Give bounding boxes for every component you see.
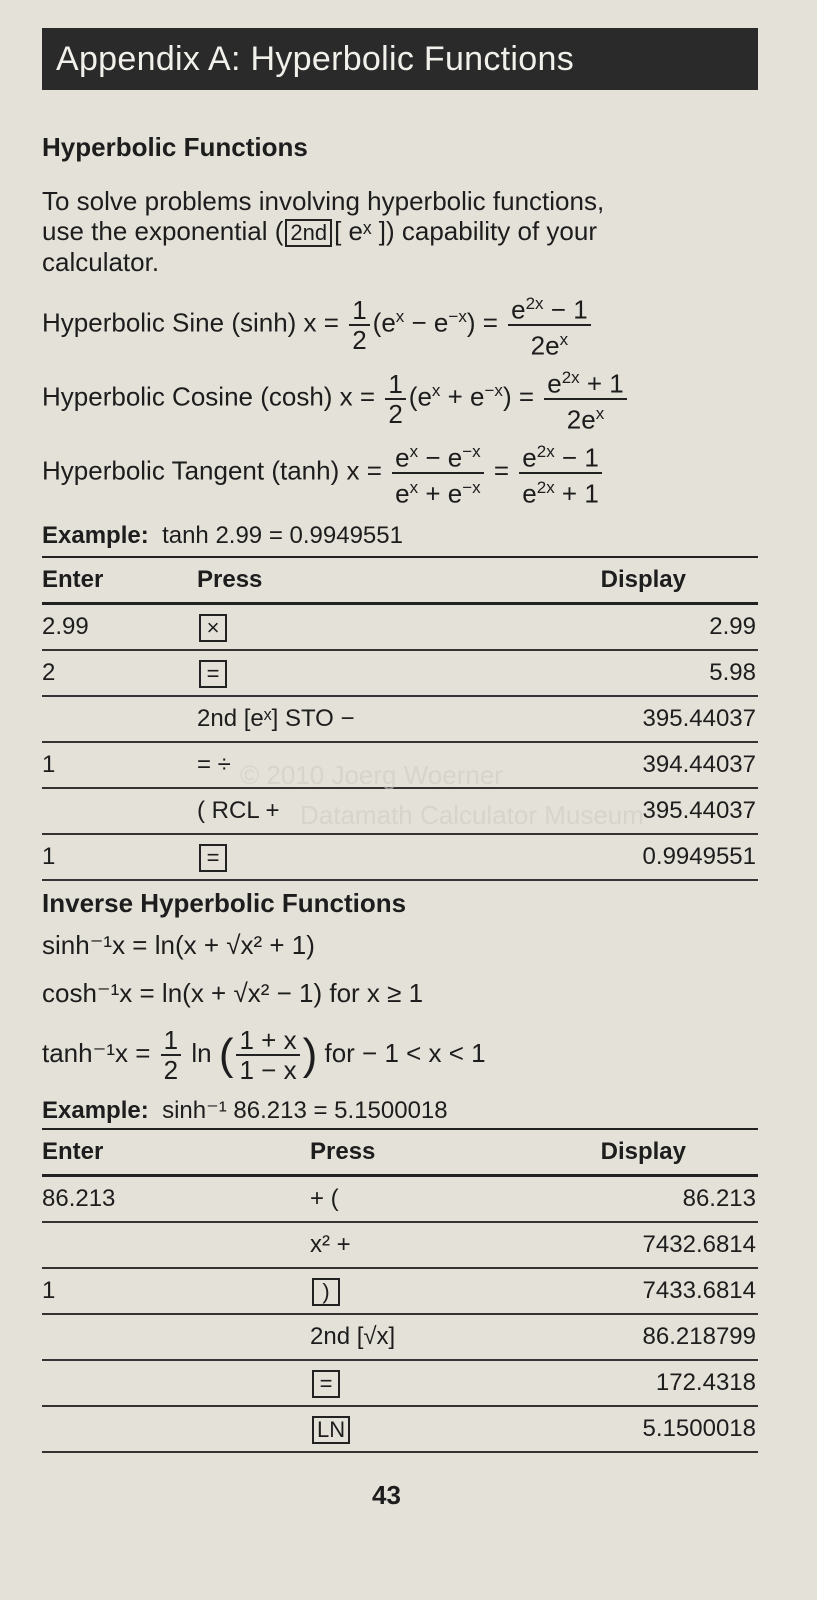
tanh-formula: Hyperbolic Tangent (tanh) x = $\frac{e^x - e^{-x}}{e^x + e^{-x}}$ = $\frac{e^{2x} - 1}{e^{2x} + 1}$	[42, 438, 605, 507]
section-title-hyperbolic: Hyperbolic Functions	[42, 132, 308, 162]
cell-display: 394.44037	[642, 751, 756, 778]
tanh-label: Hyperbolic Tangent (tanh) x =	[42, 455, 382, 486]
example-2	[42, 1096, 448, 1125]
cell-enter: 2	[42, 659, 56, 686]
sinh-inverse-formula: sinh⁻¹x = ln(x + √x² + 1)	[42, 930, 315, 960]
example-1-table	[42, 556, 758, 881]
cell-press	[310, 1277, 342, 1306]
table-row	[42, 1315, 758, 1361]
header-press: Press	[197, 566, 263, 593]
cosh-inverse-formula: cosh⁻¹x = ln(x + √x² − 1) for x ≥ 1	[42, 978, 424, 1008]
header-enter: Enter	[42, 1138, 104, 1165]
tanh-inverse-label: tanh⁻¹x =	[42, 1037, 151, 1068]
intro-paragraph	[42, 186, 772, 277]
sinh-label: Hyperbolic Sine (sinh) x =	[42, 307, 339, 338]
cell-press	[197, 659, 229, 688]
cell-display: 86.218799	[642, 1323, 756, 1350]
example-2-table	[42, 1128, 758, 1453]
cell-display: 0.9949551	[642, 843, 756, 870]
key-close-paren: )	[312, 1278, 340, 1306]
table-row	[42, 1361, 758, 1407]
cell-display: 86.213	[682, 1185, 756, 1212]
cell-display: 5.1500018	[642, 1415, 756, 1442]
watermark-line-2: Datamath Calculator Museum	[300, 800, 644, 830]
sinh-formula: Hyperbolic Sine (sinh) x = $\frac{1}{2}$ $(e^x - e^{-x})$ = $\frac{e^{2x} - 1}{2e^x}$	[42, 290, 594, 359]
key-2nd: 2nd	[285, 219, 332, 247]
intro-line-d: calculator.	[42, 247, 160, 278]
cell-display: 172.4318	[655, 1369, 756, 1396]
cell-press	[197, 843, 229, 872]
cell-display: 7433.6814	[642, 1277, 756, 1304]
cell-enter: 2.99	[42, 613, 89, 640]
cell-press	[310, 1369, 342, 1398]
table-row	[42, 697, 758, 743]
table-header	[42, 1128, 758, 1177]
header-display: Display	[600, 566, 686, 593]
example-1-label: Example:	[42, 522, 149, 549]
table-row	[42, 1407, 758, 1453]
key-ln: LN	[312, 1416, 350, 1444]
cosh-label: Hyperbolic Cosine (cosh) x =	[42, 381, 376, 412]
cell-press: + (	[310, 1185, 339, 1212]
watermark-line-1: © 2010 Joerg Woerner	[240, 760, 503, 790]
cell-enter: 1	[42, 843, 56, 870]
intro-line-a: To solve problems involving hyperbolic functions,	[42, 186, 605, 216]
table-row	[42, 605, 758, 651]
table-row	[42, 1223, 758, 1269]
cell-display: 2.99	[709, 613, 756, 640]
cell-display: 395.44037	[642, 705, 756, 732]
cell-press: = ÷	[197, 751, 231, 778]
key-equals: =	[312, 1370, 340, 1398]
cell-enter: 86.213	[42, 1185, 116, 1212]
example-2-label: Example:	[42, 1097, 149, 1124]
page-number: 43	[372, 1480, 401, 1510]
table-row	[42, 1177, 758, 1223]
cell-enter: 1	[42, 1277, 56, 1304]
table-row	[42, 835, 758, 881]
example-1	[42, 522, 403, 550]
key-ex: [ eˣ ]	[334, 216, 386, 246]
cell-press: 2nd [√x]	[310, 1323, 396, 1350]
cell-display: 395.44037	[642, 797, 756, 824]
cell-display: 7432.6814	[642, 1231, 756, 1258]
key-equals: =	[199, 844, 227, 872]
cell-press: 2nd [eˣ] STO −	[197, 705, 355, 732]
header-enter: Enter	[42, 566, 104, 593]
cell-press	[197, 613, 229, 642]
example-1-text: tanh 2.99 = 0.9949551	[162, 522, 403, 549]
table-row	[42, 651, 758, 697]
section-title-inverse: Inverse Hyperbolic Functions	[42, 888, 407, 918]
tanh-inverse-formula: tanh⁻¹x = $\frac{1}{2}$ ln ( $\frac{1 + x}{1 - x}$ ) for − 1 < x < 1	[42, 1025, 486, 1085]
appendix-banner: Appendix A: Hyperbolic Functions	[42, 28, 758, 90]
header-press: Press	[310, 1138, 376, 1165]
cell-press: ( RCL +	[197, 797, 280, 824]
cosh-formula: Hyperbolic Cosine (cosh) x = $\frac{1}{2}$ $(e^x + e^{-x})$ = $\frac{e^{2x} + 1}{2e^x}$	[42, 364, 630, 433]
table-row	[42, 1269, 758, 1315]
intro-line-c: ) capability of your	[386, 216, 597, 246]
cell-display: 5.98	[709, 659, 756, 686]
table-header	[42, 556, 758, 605]
cell-press: x² +	[310, 1231, 351, 1258]
ln-symbol: ln	[191, 1037, 212, 1068]
tanh-inverse-domain: for − 1 < x < 1	[324, 1037, 486, 1068]
key-equals: =	[199, 660, 227, 688]
header-display: Display	[600, 1138, 686, 1165]
intro-line-b: use the exponential (	[42, 216, 284, 246]
key-multiply: ×	[199, 614, 227, 642]
cell-enter: 1	[42, 751, 56, 778]
cell-press	[310, 1415, 352, 1444]
example-2-text: sinh⁻¹ 86.213 = 5.1500018	[162, 1097, 448, 1124]
